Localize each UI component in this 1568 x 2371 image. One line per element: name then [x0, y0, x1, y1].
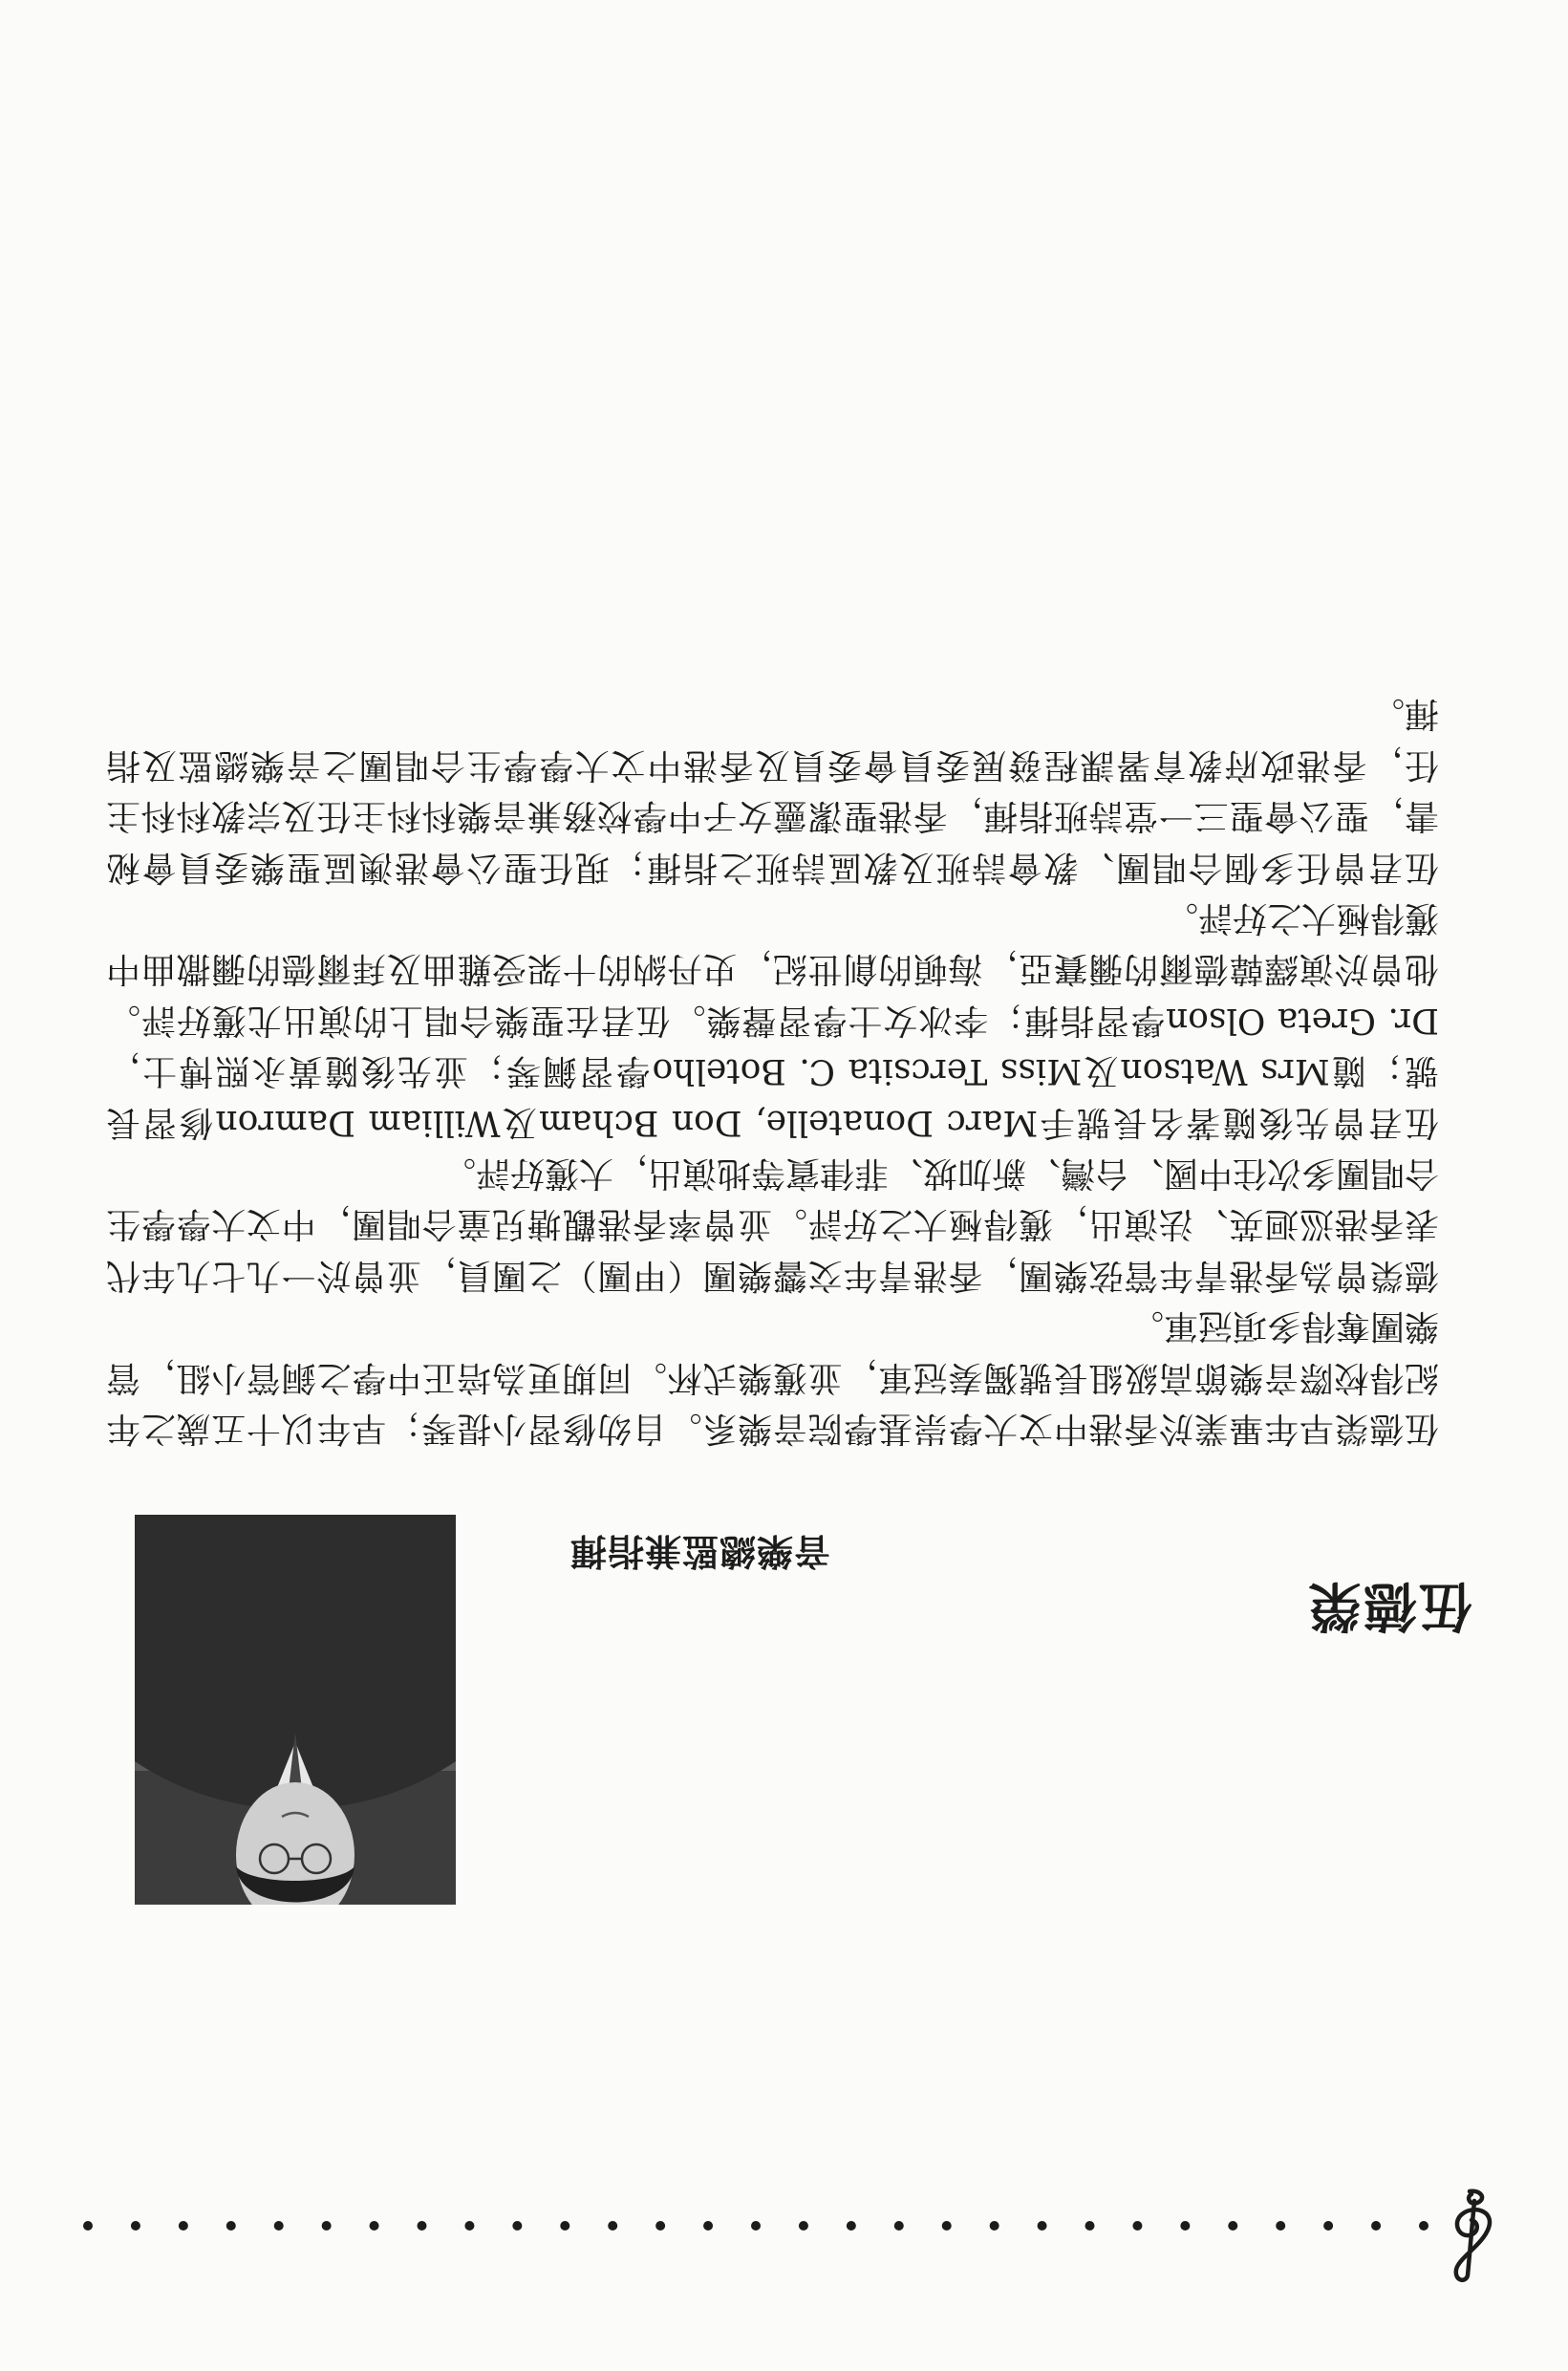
- divider-dot: [1132, 2221, 1142, 2231]
- bio-paragraph-3: 伍君曾先後隨著名長號手Marc Donatelle, Don Bcham及William Damron修習長號；隨Mrs Watson及Miss Tercsita C. Botelho學習鋼琴；並先後隨黃永熙博士，Dr. Greta Olson學習指揮；李冰女士學習聲樂。伍君在聖樂合唱上的演出尤獲好評。他曾於演繹韓德爾的彌賽亞，海頓的創世紀，史丹納的十架受難曲及拜爾德的彌撒曲中獲得極大之好評。: [106, 897, 1439, 1142]
- divider-dot: [512, 2221, 522, 2231]
- divider-dot: [608, 2221, 617, 2231]
- divider-dot: [799, 2221, 808, 2231]
- divider-dot: [83, 2221, 93, 2231]
- divider-dot: [990, 2221, 999, 2231]
- conductor-name: 伍德榮: [1306, 1574, 1472, 1636]
- divider-dot: [418, 2221, 427, 2231]
- biography: [106, 688, 1439, 1454]
- divider-dot: [751, 2221, 761, 2231]
- divider-dot: [655, 2221, 665, 2231]
- divider-dot: [1228, 2221, 1237, 2231]
- divider-dot: [1038, 2221, 1047, 2231]
- divider-dot: [1085, 2221, 1095, 2231]
- divider-dot: [370, 2221, 379, 2231]
- divider-dot: [179, 2221, 188, 2231]
- divider-dot: [322, 2221, 332, 2231]
- bio-paragraph-2: 德榮曾為香港青年管弦樂團，香港青年交響樂團（甲團）之團員，並曾於一九七九年代表香港巡迴英、法演出，獲得極大之好評。並曾率香港觀塘兒童合唱團，中文大學學生合唱團多次往中國、台灣、新加坡、菲律賓等地演出，大獲好評。: [106, 1153, 1439, 1295]
- dot-divider: [82, 2220, 1429, 2231]
- divider-dot: [1323, 2221, 1333, 2231]
- divider-dot: [464, 2221, 474, 2231]
- bio-paragraph-1: 伍德榮早年畢業於香港中文大學崇基學院音樂系。自幼修習小提琴；早年以十五歲之年紀得校際音樂節高級組長號獨奏冠軍，並獲樂式杯。同期更為培正中學之銅管小組，管樂團奪得多項冠軍。: [106, 1306, 1439, 1448]
- divider-dot: [942, 2221, 952, 2231]
- divider-dot: [1419, 2221, 1428, 2231]
- divider-dot: [560, 2221, 569, 2231]
- divider-dot: [274, 2221, 284, 2231]
- divider-dot: [1180, 2221, 1190, 2231]
- divider-dot: [1276, 2221, 1285, 2231]
- divider-dot: [847, 2221, 856, 2231]
- conductor-role: 音樂總監兼指揮: [569, 1530, 830, 1572]
- portrait-photo: [135, 1515, 456, 1905]
- bio-paragraph-4: 伍君曾任多個合唱團、教會詩班及教區詩班之指揮；現任聖公會港澳區聖樂委員會秘書，聖公會聖三一堂詩班指揮，香港聖潔靈女子中學校務兼音樂科科主任及宗教科科主任，香港政府教育署課程發展委員會委員及香港中文大學學生合唱團之音樂總監及指揮。: [106, 694, 1439, 887]
- divider-dot: [1371, 2221, 1381, 2231]
- divider-dot: [131, 2221, 140, 2231]
- footer-ornament: [73, 2188, 1506, 2283]
- divider-dot: [894, 2221, 904, 2231]
- treble-clef-icon: [1439, 2188, 1506, 2283]
- divider-dot: [226, 2221, 236, 2231]
- divider-dot: [703, 2221, 713, 2231]
